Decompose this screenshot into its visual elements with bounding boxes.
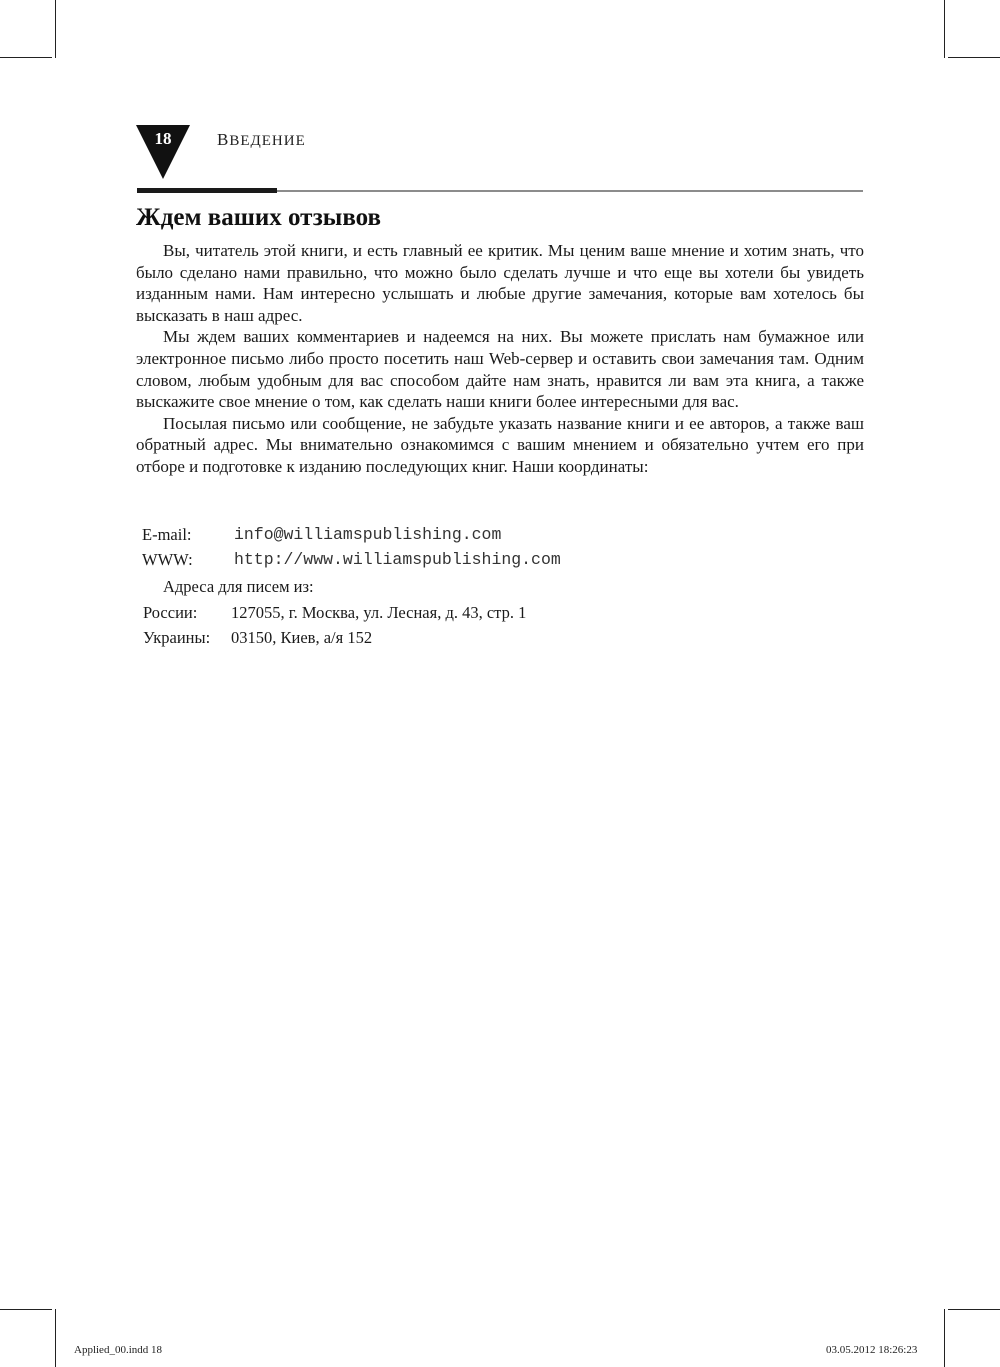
- running-header-rest: ВЕДЕНИЕ: [229, 133, 306, 149]
- header-rule-thick: [137, 188, 277, 193]
- crop-mark: [948, 1309, 1000, 1310]
- crop-mark: [55, 0, 56, 58]
- slug-datetime: 03.05.2012 18:26:23: [826, 1344, 918, 1356]
- address-russia-value: 127055, г. Москва, ул. Лесная, д. 43, стр. 1: [231, 603, 527, 622]
- slug-file: Applied_00.indd 18: [74, 1344, 162, 1356]
- address-ukraine-label: Украины:: [143, 628, 211, 647]
- email-link[interactable]: info@williamspublishing.com: [234, 525, 502, 544]
- crop-mark: [944, 1309, 945, 1367]
- page-number-badge: [136, 125, 190, 179]
- crop-mark: [0, 57, 52, 58]
- www-label: WWW:: [142, 550, 193, 569]
- running-header-title: [217, 130, 306, 150]
- section-heading: Ждем ваших отзывов: [136, 204, 382, 231]
- crop-mark: [55, 1309, 56, 1367]
- paragraph: Посылая письмо или сообщение, не забудьте указать название книги и ее авторов, а также ваш обратный адрес. Мы внимательно ознакомимся с вашим мнением и обязательно учтем его при отборе и подготовке к изданию последующих книг. Наши координаты:: [136, 413, 864, 476]
- paragraph: Вы, читатель этой книги, и есть главный ее критик. Мы ценим ваше мнение и хотим знать, что было сделано нами правильно, что можно было сделать лучше и что еще вы хотели бы увидеть изданным нами. Нам интересно услышать и любые другие замечания, которые вам хотелось бы высказать в наш адрес.: [136, 241, 864, 325]
- paragraph: Мы ждем ваших комментариев и надеемся на них. Вы можете прислать нам бумажное или электронное письмо либо просто посетить наш Web-сервер и оставить свои замечания там. Одним словом, любым удобным для вас способом дайте нам знать, нравится ли вам эта книга, а также выскажите свое мнение о том, как сделать наши книги более интересными для вас.: [136, 327, 864, 412]
- running-header-initial: В: [217, 130, 230, 149]
- address-ukraine-value: 03150, Киев, а/я 152: [231, 628, 373, 647]
- email-label: E-mail:: [142, 525, 192, 544]
- crop-mark: [948, 57, 1000, 58]
- body-text: [136, 240, 864, 478]
- addresses-intro: Адреса для писем из:: [163, 577, 314, 596]
- address-russia-label: России:: [143, 603, 198, 622]
- crop-mark: [944, 0, 945, 58]
- crop-mark: [0, 1309, 52, 1310]
- www-link[interactable]: http://www.williamspublishing.com: [234, 550, 561, 569]
- page-number: 18: [154, 129, 172, 148]
- header-rule-thin: [277, 190, 863, 192]
